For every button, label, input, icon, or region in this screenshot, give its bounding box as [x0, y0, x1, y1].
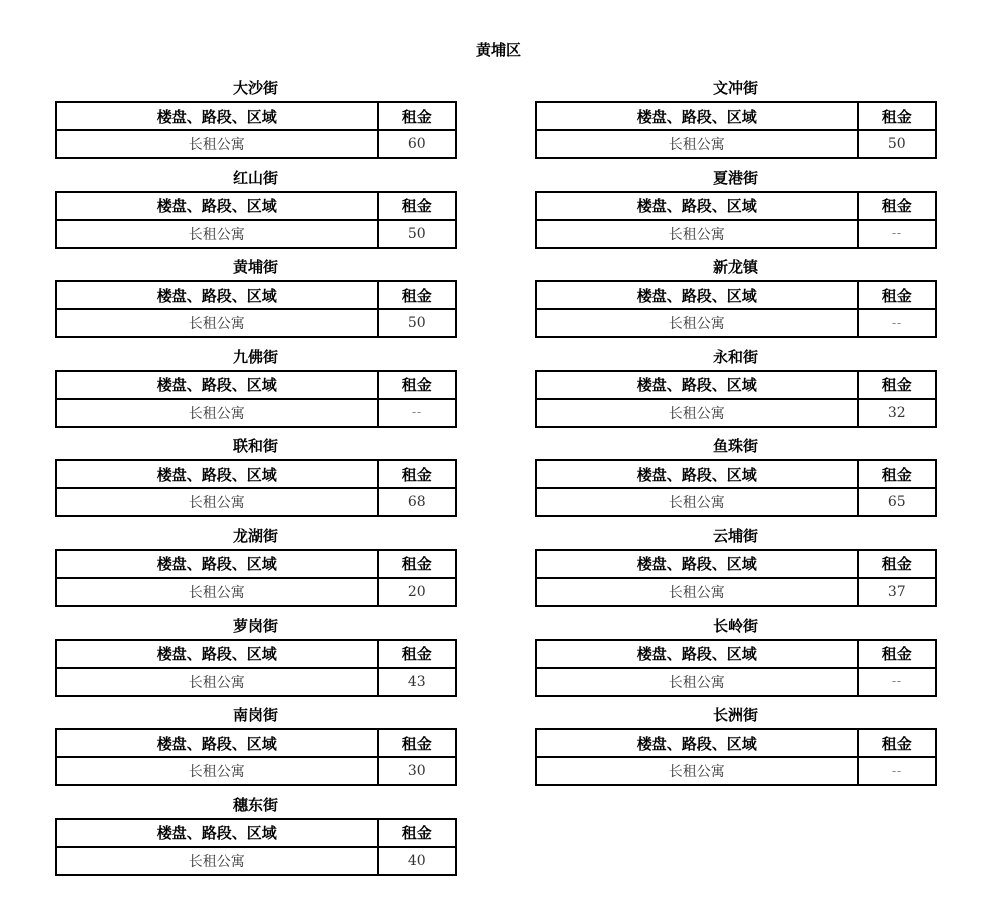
table-row — [56, 847, 456, 875]
area-header: 楼盘、路段、区域 — [536, 640, 858, 668]
area-cell: 长租公寓 — [56, 668, 378, 696]
table-row — [56, 668, 456, 696]
rent-table — [55, 101, 457, 159]
street-name: 文冲街 — [712, 79, 758, 97]
street-block — [535, 436, 937, 526]
table-row — [56, 399, 456, 427]
rent-header: 租金 — [378, 460, 456, 488]
rent-table — [535, 370, 937, 428]
rent-table — [535, 101, 937, 159]
rent-header: 租金 — [858, 640, 936, 668]
rent-table — [55, 459, 457, 517]
rent-cell: -- — [858, 220, 936, 248]
area-cell: 长租公寓 — [536, 488, 858, 516]
street-block — [55, 168, 457, 258]
left-column — [55, 78, 457, 884]
street-name: 夏港街 — [712, 168, 758, 187]
rent-cell: -- — [858, 668, 936, 696]
rent-cell: 30 — [378, 757, 456, 785]
street-name: 龙湖街 — [232, 526, 278, 545]
rent-table — [55, 639, 457, 697]
rent-cell: -- — [858, 309, 936, 337]
street-block — [535, 78, 937, 168]
rent-cell: 68 — [378, 488, 456, 516]
area-header: 楼盘、路段、区域 — [56, 819, 378, 847]
rent-table — [55, 549, 457, 607]
rent-header: 租金 — [858, 281, 936, 309]
area-header: 楼盘、路段、区域 — [536, 371, 858, 399]
street-name: 长洲街 — [712, 706, 758, 725]
area-cell: 长租公寓 — [536, 309, 858, 337]
street-name: 九佛街 — [232, 347, 278, 366]
rent-header: 租金 — [378, 102, 456, 130]
area-header: 楼盘、路段、区域 — [536, 550, 858, 578]
area-header: 楼盘、路段、区域 — [56, 729, 378, 757]
area-cell: 长租公寓 — [56, 757, 378, 785]
area-header: 楼盘、路段、区域 — [536, 102, 858, 130]
table-row — [536, 220, 936, 248]
area-cell: 长租公寓 — [56, 309, 378, 337]
table-header-row — [536, 460, 936, 488]
rent-table — [535, 280, 937, 338]
area-cell: 长租公寓 — [536, 757, 858, 785]
rent-header: 租金 — [858, 102, 936, 130]
area-header: 楼盘、路段、区域 — [56, 460, 378, 488]
rent-cell: 50 — [378, 220, 456, 248]
table-row — [56, 309, 456, 337]
table-row — [536, 130, 936, 158]
rent-table — [535, 639, 937, 697]
rent-header: 租金 — [378, 640, 456, 668]
street-block — [55, 526, 457, 616]
table-header-row — [56, 102, 456, 130]
rent-cell: 50 — [378, 309, 456, 337]
area-cell: 长租公寓 — [56, 847, 378, 875]
table-row — [536, 399, 936, 427]
rent-cell: 43 — [378, 668, 456, 696]
street-block — [535, 257, 937, 347]
area-cell: 长租公寓 — [56, 488, 378, 516]
street-name: 穗东街 — [232, 795, 278, 814]
rent-header: 租金 — [858, 192, 936, 220]
rent-table — [535, 728, 937, 786]
street-name: 红山街 — [232, 168, 278, 187]
rent-table — [535, 459, 937, 517]
rent-cell: -- — [858, 757, 936, 785]
table-header-row — [56, 192, 456, 220]
table-row — [536, 757, 936, 785]
rent-table — [55, 728, 457, 786]
rent-cell: 65 — [858, 488, 936, 516]
rent-cell: 50 — [858, 130, 936, 158]
table-row — [536, 578, 936, 606]
rent-header: 租金 — [378, 550, 456, 578]
rent-header: 租金 — [378, 371, 456, 399]
area-header: 楼盘、路段、区域 — [56, 640, 378, 668]
street-block — [55, 78, 457, 168]
rent-header: 租金 — [378, 192, 456, 220]
street-name: 永和街 — [712, 347, 758, 366]
street-name: 鱼珠街 — [712, 437, 758, 456]
table-row — [56, 578, 456, 606]
table-header-row — [536, 192, 936, 220]
street-block — [535, 705, 937, 795]
rent-table — [535, 549, 937, 607]
area-cell: 长租公寓 — [56, 130, 378, 158]
rent-cell: 40 — [378, 847, 456, 875]
street-name: 长岭街 — [712, 616, 758, 635]
rent-cell: 37 — [858, 578, 936, 606]
table-row — [536, 488, 936, 516]
area-header: 楼盘、路段、区域 — [536, 281, 858, 309]
area-header: 楼盘、路段、区域 — [536, 192, 858, 220]
table-header-row — [56, 550, 456, 578]
table-row — [536, 309, 936, 337]
area-cell: 长租公寓 — [56, 578, 378, 606]
street-block — [55, 705, 457, 795]
table-header-row — [56, 819, 456, 847]
table-row — [56, 220, 456, 248]
street-block — [535, 347, 937, 437]
rent-table — [55, 818, 457, 876]
area-cell: 长租公寓 — [536, 220, 858, 248]
rent-table — [535, 191, 937, 249]
table-header-row — [56, 640, 456, 668]
area-header: 楼盘、路段、区域 — [56, 192, 378, 220]
table-header-row — [536, 371, 936, 399]
street-name: 大沙街 — [232, 79, 278, 97]
rent-table — [55, 370, 457, 428]
rent-cell: 60 — [378, 130, 456, 158]
area-cell: 长租公寓 — [536, 578, 858, 606]
rent-header: 租金 — [858, 460, 936, 488]
rent-header: 租金 — [858, 550, 936, 578]
page-title: 黄埔区 — [475, 41, 521, 59]
street-block — [55, 347, 457, 437]
area-header: 楼盘、路段、区域 — [56, 371, 378, 399]
rent-table — [55, 191, 457, 249]
street-name: 黄埔街 — [232, 258, 278, 277]
street-block — [55, 257, 457, 347]
street-name: 云埔街 — [712, 526, 758, 545]
area-cell: 长租公寓 — [56, 220, 378, 248]
street-name: 新龙镇 — [712, 258, 758, 277]
table-header-row — [56, 281, 456, 309]
street-block — [55, 436, 457, 526]
rent-header: 租金 — [858, 729, 936, 757]
table-header-row — [536, 281, 936, 309]
rent-header: 租金 — [378, 281, 456, 309]
table-row — [56, 757, 456, 785]
area-cell: 长租公寓 — [536, 399, 858, 427]
table-header-row — [56, 371, 456, 399]
table-row — [56, 130, 456, 158]
street-block — [535, 616, 937, 706]
rent-header: 租金 — [378, 729, 456, 757]
area-header: 楼盘、路段、区域 — [56, 281, 378, 309]
street-block — [535, 526, 937, 616]
table-row — [536, 668, 936, 696]
area-cell: 长租公寓 — [536, 130, 858, 158]
rent-cell: 32 — [858, 399, 936, 427]
table-header-row — [536, 550, 936, 578]
area-header: 楼盘、路段、区域 — [536, 729, 858, 757]
table-header-row — [536, 640, 936, 668]
area-header: 楼盘、路段、区域 — [56, 550, 378, 578]
area-header: 楼盘、路段、区域 — [536, 460, 858, 488]
area-cell: 长租公寓 — [536, 668, 858, 696]
street-name: 联和街 — [232, 437, 278, 456]
table-header-row — [56, 460, 456, 488]
street-block — [55, 616, 457, 706]
street-block — [55, 795, 457, 885]
street-block — [535, 168, 937, 258]
table-row — [56, 488, 456, 516]
area-cell: 长租公寓 — [56, 399, 378, 427]
rent-cell: 20 — [378, 578, 456, 606]
rent-header: 租金 — [378, 819, 456, 847]
street-name: 萝岗街 — [232, 616, 278, 635]
rent-header: 租金 — [858, 371, 936, 399]
rent-table — [55, 280, 457, 338]
table-header-row — [56, 729, 456, 757]
table-header-row — [536, 102, 936, 130]
area-header: 楼盘、路段、区域 — [56, 102, 378, 130]
right-column — [535, 78, 937, 795]
rent-cell: -- — [378, 399, 456, 427]
street-name: 南岗街 — [232, 706, 278, 725]
table-header-row — [536, 729, 936, 757]
